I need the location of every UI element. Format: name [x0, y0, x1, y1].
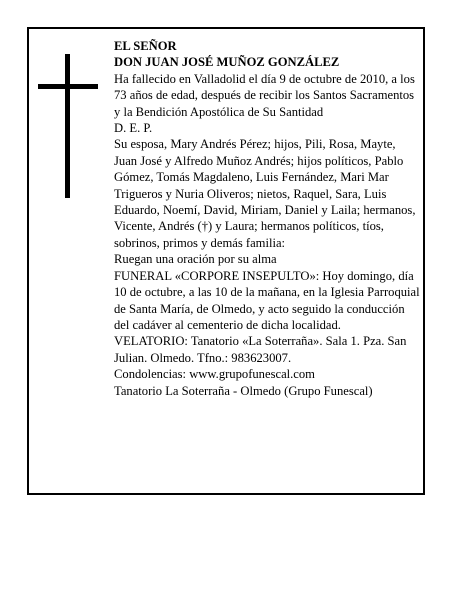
obituary-text	[114, 38, 420, 399]
condolences-line: Condolencias: www.grupofunescal.com	[114, 367, 315, 382]
prayer-request: Ruegan una oración por su alma	[114, 252, 277, 267]
deceased-name: DON JUAN JOSÉ MUÑOZ GONZÁLEZ	[114, 55, 340, 70]
cross-vertical-bar	[65, 54, 70, 198]
rip-abbreviation: D. E. P.	[114, 121, 153, 136]
death-statement: Ha fallecido en Valladolid el día 9 de octubre de 2010, a los 73 años de edad, después de recibir los Santos Sacramentos y la Bendición Apostólica de Su Santidad	[114, 71, 415, 119]
funeral-home-line: Tanatorio La Soterraña - Olmedo (Grupo Funescal)	[114, 383, 373, 398]
latin-cross-icon	[38, 54, 98, 198]
cross-horizontal-bar	[38, 84, 98, 89]
deceased-title: EL SEÑOR	[114, 39, 177, 53]
funeral-details: FUNERAL «CORPORE INSEPULTO»: Hoy domingo, día 10 de octubre, a las 10 de la mañana, en la Iglesia Parroquial de Santa María, de Olmedo, y acto seguido la conducción del cadáver al cementerio de dicha localidad.	[114, 268, 420, 332]
family-list: Su esposa, Mary Andrés Pérez; hijos, Pili, Rosa, Mayte, Juan José y Alfredo Muñoz Andrés; hijos políticos, Pablo Gómez, Tomás Magdaleno, Luis Fernández, Mari Mar Trigueros y Nuria Oliveros; nietos, Raquel, Sara, Luis Eduardo, Noemí, David, Miriam, Daniel y Laila; hermanos, Vicente, Andrés (†) y Laura; hermanos políticos, tíos, sobrinos, primos y demás familia:	[114, 137, 416, 250]
wake-details: VELATORIO: Tanatorio «La Soterraña». Sala 1. Pza. San Julian. Olmedo. Tfno.: 983623007.	[114, 334, 407, 365]
